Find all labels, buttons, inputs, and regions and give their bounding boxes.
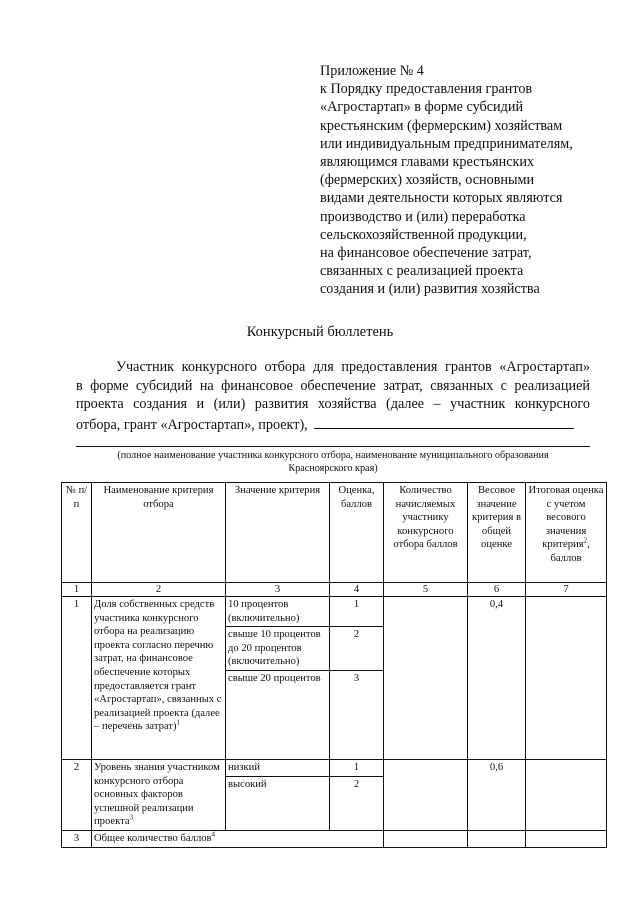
total-cell[interactable] bbox=[526, 597, 607, 760]
appendix-line: на финансовое обеспечение затрат, bbox=[320, 245, 532, 262]
row-num: 2 bbox=[62, 759, 92, 830]
weight-cell: 0,4 bbox=[468, 597, 526, 760]
points-cell[interactable] bbox=[384, 830, 468, 847]
appendix-line: создания и (или) развития хозяйства bbox=[320, 281, 540, 298]
criterion-score: 2 bbox=[330, 776, 384, 830]
appendix-line: производство и (или) переработка bbox=[320, 208, 526, 225]
caption-line: (полное наименование участника конкурсного отбора, наименование муниципального образования bbox=[117, 450, 549, 461]
appendix-line: крестьянским (фермерским) хозяйствам bbox=[320, 117, 563, 134]
header-value: Значение критерия bbox=[226, 483, 330, 583]
criterion-score: 1 bbox=[330, 759, 384, 776]
appendix-line: или индивидуальным предпринимателям, bbox=[320, 135, 573, 152]
appendix-line: (фермерских) хозяйств, основными bbox=[320, 172, 535, 189]
caption-line: Красноярского края) bbox=[288, 463, 378, 474]
criterion-value: свыше 10 процентов до 20 процентов (включительно) bbox=[226, 627, 330, 671]
header-name: Наименование критерия отбора bbox=[92, 483, 226, 583]
criterion-value: низкий bbox=[226, 759, 330, 776]
criterion-name bbox=[92, 830, 384, 847]
appendix-line: Приложение № 4 bbox=[320, 63, 424, 79]
ballot-table bbox=[61, 482, 607, 848]
points-cell[interactable] bbox=[384, 759, 468, 830]
appendix-line: связанных с реализацией проекта bbox=[320, 263, 524, 280]
footnote-mark: 1 bbox=[176, 718, 180, 727]
header-count: Количество начисляемых участнику конкурсного отбора баллов bbox=[384, 483, 468, 583]
table-row bbox=[62, 759, 607, 776]
intro-line: в форме субсидий на финансовое обеспечение затрат, связанных с реализацией bbox=[76, 377, 590, 394]
header-num: № п/п bbox=[62, 483, 92, 583]
criterion-score: 1 bbox=[330, 597, 384, 627]
footnote-mark: 2 bbox=[583, 536, 588, 545]
column-number: 3 bbox=[226, 583, 330, 597]
intro-paragraph bbox=[76, 358, 590, 434]
row-num: 1 bbox=[62, 597, 92, 760]
appendix-line: к Порядку предоставления грантов bbox=[320, 81, 533, 98]
weight-cell: 0,6 bbox=[468, 759, 526, 830]
weight-cell bbox=[468, 830, 526, 847]
fill-in-line[interactable] bbox=[76, 446, 590, 447]
criterion-value: свыше 20 процентов bbox=[226, 670, 330, 759]
fill-in-blank[interactable] bbox=[314, 414, 574, 429]
appendix-line: видами деятельности которых являются bbox=[320, 190, 563, 207]
column-number-row bbox=[62, 583, 607, 597]
column-number: 5 bbox=[384, 583, 468, 597]
intro-line: проекта создания и (или) развития хозяйства (далее – участник конкурсного bbox=[76, 396, 590, 413]
criterion-value: высокий bbox=[226, 776, 330, 830]
criterion-score: 2 bbox=[330, 627, 384, 671]
criterion-name-text: Доля собственных средств участника конкурсного отбора на реализацию проекта согласно перечню затрат, на финансовое обеспечение которых предоставляется грант «Агростартап», связанных с реализацией проекта (далее – перечень затрат) bbox=[94, 599, 222, 733]
document-title: Конкурсный бюллетень bbox=[246, 324, 394, 340]
total-cell[interactable] bbox=[526, 830, 607, 847]
table-row bbox=[62, 597, 607, 627]
header-total-tail: , баллов bbox=[550, 539, 590, 564]
appendix-header bbox=[320, 62, 620, 299]
criterion-score: 3 bbox=[330, 670, 384, 759]
column-number: 1 bbox=[62, 583, 92, 597]
points-cell[interactable] bbox=[384, 597, 468, 760]
column-number: 6 bbox=[468, 583, 526, 597]
criterion-name-text: Уровень знания участником конкурсного отбора основных факторов успешной реализации проекта bbox=[94, 761, 220, 828]
header-weight: Весовое значение критерия в общей оценке bbox=[468, 483, 526, 583]
row-num: 3 bbox=[62, 830, 92, 847]
column-number: 4 bbox=[330, 583, 384, 597]
table-row bbox=[62, 830, 607, 847]
criterion-value: 10 процентов (включительно) bbox=[226, 597, 330, 627]
criterion-name-text: Общее количество баллов bbox=[94, 832, 212, 844]
footnote-mark: 3 bbox=[129, 813, 134, 822]
table-header-row bbox=[62, 483, 607, 583]
total-cell[interactable] bbox=[526, 759, 607, 830]
field-caption bbox=[76, 449, 590, 475]
intro-line-text: отбора, грант «Агростартап», проект), bbox=[76, 416, 308, 433]
appendix-line: являющимся главами крестьянских bbox=[320, 154, 535, 171]
column-number: 2 bbox=[92, 583, 226, 597]
footnote-mark: 4 bbox=[211, 830, 216, 839]
intro-line-last bbox=[76, 414, 590, 435]
column-number: 7 bbox=[526, 583, 607, 597]
appendix-line: сельскохозяйственной продукции, bbox=[320, 226, 527, 243]
header-total bbox=[526, 483, 607, 583]
appendix-line: «Агростартап» в форме субсидий bbox=[320, 99, 524, 116]
intro-line: Участник конкурсного отбора для предоставления грантов «Агростартап» bbox=[116, 359, 590, 375]
criterion-name bbox=[92, 597, 226, 760]
header-score: Оценка, баллов bbox=[330, 483, 384, 583]
header-total-text: Итоговая оценка с учетом весового значения критерия bbox=[528, 485, 604, 551]
criterion-name bbox=[92, 759, 226, 830]
